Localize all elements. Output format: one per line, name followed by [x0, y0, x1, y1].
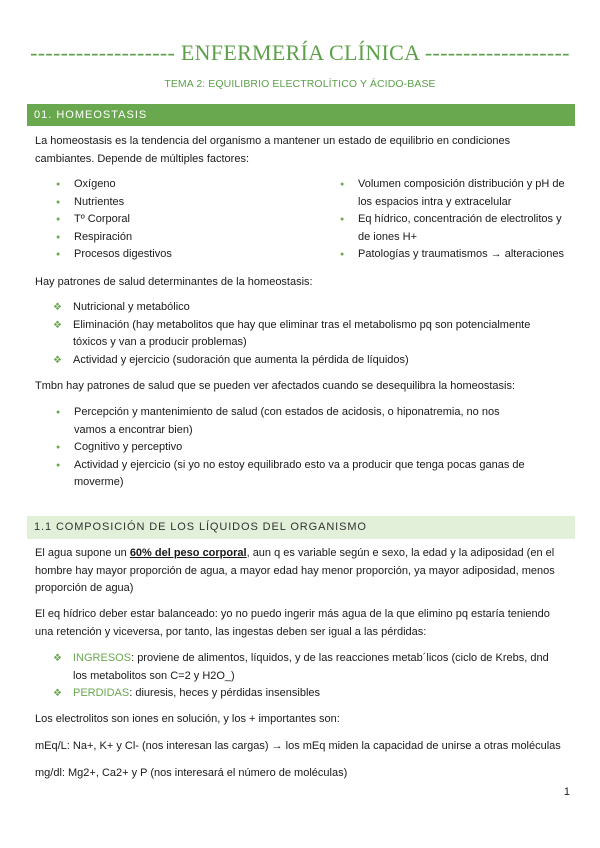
list-item: ● Oxígeno	[54, 176, 314, 194]
factors-list-left	[54, 176, 314, 264]
mgdl-line: mg/dl: Mg2+, Ca2+ y P (nos interesará el número de moléculas)	[35, 767, 348, 779]
perdidas-text: : diuresis, heces y pérdidas insensibles	[129, 687, 321, 699]
perdidas-label: PERDIDAS	[73, 687, 130, 699]
list-item: ❖ Nutricional y metabólico	[53, 299, 558, 317]
list-item: ● Nutrientes	[54, 194, 314, 212]
list-item: ● Tº Corporal	[54, 211, 314, 229]
list-item: ● Volumen composición distribución y pH de los espacios intra y extracelular	[338, 176, 573, 211]
affected-list	[54, 404, 534, 492]
ingresos-label: INGRESOS	[73, 652, 132, 664]
affected-intro: Tmbn hay patrones de salud que se pueden ver afectados cuando se desequilibra la homeostasis:	[35, 380, 516, 392]
list-item: ● Respiración	[54, 229, 314, 247]
ingresos-text: : proviene de alimentos, líquidos, y de las reacciones metab´licos (ciclo de Krebs, dnd los metabolitos son C=2 y H2O_)	[73, 652, 549, 682]
list-item: ❖ Actividad y ejercicio (sudoración que aumenta la pérdida de líquidos)	[53, 352, 558, 370]
list-item: ● Percepción y mantenimiento de salud (con estados de acidosis, o hiponatremia, no nos vamos a encontrar bien)	[54, 404, 534, 439]
factors-list-right	[338, 176, 573, 264]
water-text-end: , aun q es variable según e sexo, la edad y la adiposidad (en el hombre hay mayor proporción de agua, a mayor edad hay menor proporción, ya mayor adiposidad, menos proporción de agua)	[35, 547, 555, 594]
patterns-intro: Hay patrones de salud determinantes de la homeostasis:	[35, 276, 313, 288]
water-paragraph	[35, 545, 565, 598]
list-item: ● Patologías y traumatismos → alteraciones	[338, 246, 573, 264]
water-text-start: El agua supone un	[35, 547, 130, 559]
list-item: ● Eq hídrico, concentración de electrolitos y de iones H+	[338, 211, 573, 246]
list-item: ● Procesos digestivos	[54, 246, 314, 264]
homeostasis-intro: La homeostasis es la tendencia del organismo a mantener un estado de equilibrio en condiciones cambiantes. Depende de múltiples factores:	[35, 135, 511, 165]
balance-list	[53, 650, 553, 703]
section-heading-fluid-composition: 1.1 COMPOSICIÓN DE LOS LÍQUIDOS DEL ORGANISMO	[27, 516, 575, 539]
list-item: ● Cognitivo y perceptivo	[54, 439, 534, 457]
meq-line: mEq/L: Na+, K+ y Cl- (nos interesan las cargas) → los mEq miden la capacidad de unirse a otras moléculas	[35, 740, 561, 752]
page-subtitle: TEMA 2: EQUILIBRIO ELECTROLÍTICO Y ÁCIDO-BASE	[164, 78, 436, 90]
water-percentage-highlight: 60% del peso corporal	[129, 547, 247, 559]
list-item: ❖ Eliminación (hay metabolitos que hay que eliminar tras el metabolismo pq son potencialmente tóxicos y van a producir problemas)	[53, 317, 558, 352]
list-item-ingresos	[53, 650, 553, 685]
balance-paragraph: El eq hídrico deber estar balanceado: yo no puedo ingerir más agua de la que elimino pq estaría teniendo una retención y viceversa, por tanto, las ingestas deben ser igual a las pérdidas:	[35, 608, 550, 638]
page-title: ------------------- ENFERMERÍA CLÍNICA -------------------	[30, 40, 570, 65]
list-item: ● Actividad y ejercicio (si yo no estoy equilibrado esto va a producir que tenga pocas ganas de moverme)	[54, 457, 534, 492]
page-number: 1	[563, 786, 570, 798]
section-heading-homeostasis: 01. HOMEOSTASIS	[27, 104, 575, 126]
electrolytes-intro: Los electrolitos son iones en solución, y los + importantes son:	[35, 713, 340, 725]
patterns-list	[53, 299, 558, 369]
list-item-perdidas	[53, 685, 553, 703]
